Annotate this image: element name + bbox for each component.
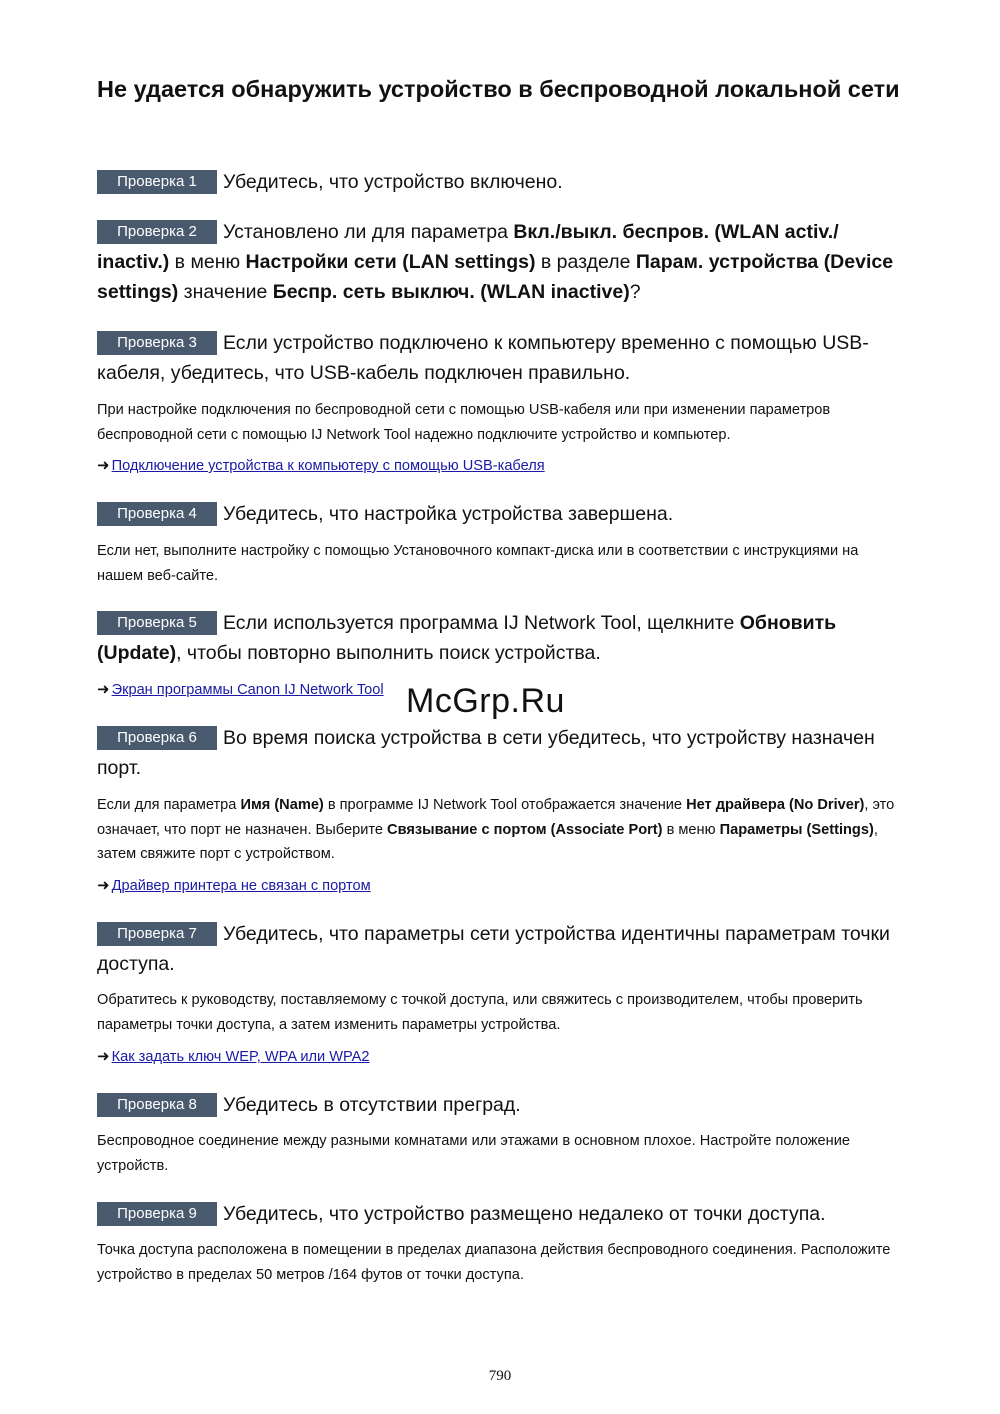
arrow-right-icon: ➜	[97, 877, 110, 894]
check-5-link[interactable]: ➜ Экран программы Canon IJ Network Tool	[97, 681, 384, 698]
arrow-right-icon: ➜	[97, 1048, 110, 1065]
check-8-heading: Проверка 8 Убедитесь в отсутствии преград.	[97, 1090, 907, 1120]
check-6-heading: Проверка 6 Во время поиска устройства в сети убедитесь, что устройству назначен порт.	[97, 727, 875, 779]
check-badge: Проверка 4	[97, 502, 217, 526]
check-badge: Проверка 8	[97, 1093, 217, 1117]
check-8-body: Беспроводное соединение между разными комнатами или этажами в основном плохое. Настройте положение устройств.	[97, 1133, 850, 1174]
check-7-heading: Проверка 7 Убедитесь, что параметры сети устройства идентичны параметрам точки доступа.	[97, 923, 890, 975]
check-7-link[interactable]: ➜ Как задать ключ WEP, WPA или WPA2	[97, 1048, 370, 1065]
check-badge: Проверка 9	[97, 1202, 217, 1226]
check-6-body: Если для параметра Имя (Name) в программе IJ Network Tool отображается значение Нет драйвера (No Driver), это означает, что порт не назначен. Выберите Связывание с портом (Associate Port) в меню Параметры (Settings), затем свяжите порт с устройством.	[97, 797, 895, 862]
page-title: Не удается обнаружить устройство в беспроводной локальной сети	[97, 76, 900, 102]
check-badge: Проверка 6	[97, 726, 217, 750]
check-5-heading: Проверка 5 Если используется программа IJ Network Tool, щелкните Обновить (Update), чтобы повторно выполнить поиск устройства.	[97, 612, 837, 664]
check-3-heading: Проверка 3 Если устройство подключено к компьютеру временно с помощью USB-кабеля, убедитесь, что USB-кабель подключен правильно.	[97, 332, 869, 384]
check-1-heading: Проверка 1 Убедитесь, что устройство включено.	[97, 167, 907, 197]
arrow-right-icon: ➜	[97, 681, 110, 698]
check-4-heading: Проверка 4 Убедитесь, что настройка устройства завершена.	[97, 499, 907, 529]
check-badge: Проверка 1	[97, 170, 217, 194]
check-2-heading: Проверка 2 Установлено ли для параметра Вкл./выкл. беспров. (WLAN activ./ inactiv.) в меню Настройки сети (LAN settings) в разделе Парам. устройства (Device settings) значение Беспр. сеть выключ. (WLAN inactive)?	[97, 221, 894, 303]
check-badge: Проверка 5	[97, 611, 217, 635]
check-3-link[interactable]: ➜ Подключение устройства к компьютеру с помощью USB-кабеля	[97, 457, 545, 474]
check-badge: Проверка 7	[97, 922, 217, 946]
check-7-body: Обратитесь к руководству, поставляемому с точкой доступа, или свяжитесь с производителем, чтобы проверить параметры точки доступа, а затем изменить параметры устройства.	[97, 992, 863, 1033]
check-badge: Проверка 3	[97, 331, 217, 355]
check-9-heading: Проверка 9 Убедитесь, что устройство размещено недалеко от точки доступа.	[97, 1199, 907, 1229]
page-number: 790	[488, 1368, 512, 1384]
check-3-body: При настройке подключения по беспроводной сети с помощью USB-кабеля или при изменении параметров беспроводной сети с помощью IJ Network Tool надежно подключите устройство и компьютер.	[97, 402, 831, 443]
arrow-right-icon: ➜	[97, 457, 110, 474]
check-badge: Проверка 2	[97, 220, 217, 244]
check-4-body: Если нет, выполните настройку с помощью Установочного компакт-диска или в соответствии с инструкциями на нашем веб-сайте.	[97, 543, 859, 584]
watermark: McGrp.Ru	[406, 682, 565, 720]
check-9-body: Точка доступа расположена в помещении в пределах диапазона действия беспроводного соединения. Расположите устройство в пределах 50 метров /164 футов от точки доступа.	[97, 1242, 891, 1283]
check-6-link[interactable]: ➜ Драйвер принтера не связан с портом	[97, 877, 371, 894]
